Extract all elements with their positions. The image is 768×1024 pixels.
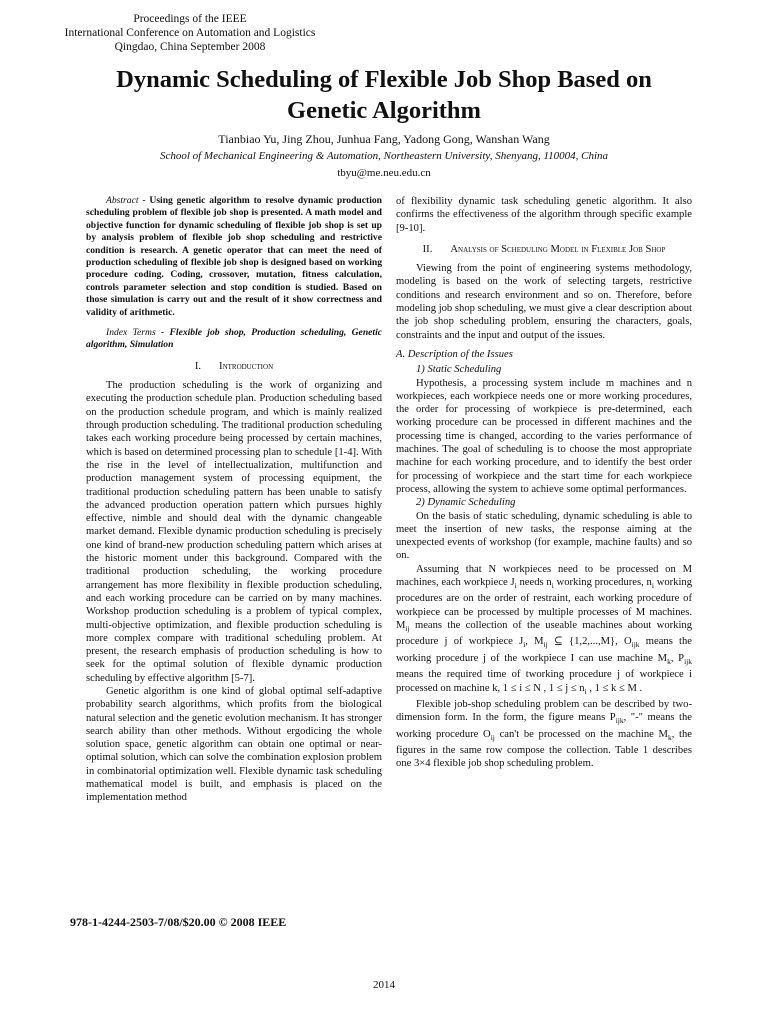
subscript: i xyxy=(523,640,526,650)
index-terms-text: - Flexible job shop, Production scheduling, Genetic algorithm, Simulation xyxy=(86,327,382,351)
paper-title xyxy=(30,64,738,126)
affiliation: School of Mechanical Engineering & Automation, Northeastern University, Shenyang, 110004, China xyxy=(159,150,609,162)
text-run: can't be processed on the machine M xyxy=(494,728,668,740)
conference-header xyxy=(52,12,328,54)
subscript: ij xyxy=(490,732,495,742)
paper-title-line: Genetic Algorithm xyxy=(287,97,481,124)
right-column xyxy=(396,195,692,771)
index-terms xyxy=(86,327,382,352)
text-run: means the working procedure j of the workpiece I can use machine M xyxy=(396,636,692,664)
subsubsection-heading: 1) Static Scheduling xyxy=(416,364,502,376)
conference-line: Qingdao, China September 2008 xyxy=(114,41,266,53)
subscript: ij xyxy=(405,624,410,634)
subsection-heading: A. Description of the Issues xyxy=(396,348,513,360)
text-run: , the figures in the same row compose the collection. Table 1 describes one 3×4 flexible job shop scheduling problem. xyxy=(396,728,692,770)
abstract-label: Abstract xyxy=(106,195,139,206)
authors: Tianbiao Yu, Jing Zhou, Junhua Fang, Yadong Gong, Wanshan Wang xyxy=(218,132,550,146)
text-run: , M xyxy=(525,636,544,648)
paragraph: Genetic algorithm is one kind of global optimal self-adaptive probability search algorithms, which profits from the biological natural selection and the genetic evolution mechanism. It has stronger search ability than other methods. Without ergodicing the whole solution space, genetic algorithm can obtain one optimal or near-optimal solution, which can solve the combination explosion problem in combinatorial optimization well. Flexible dynamic task scheduling mathematical model is built, and emphasis is placed on the implementation method xyxy=(86,686,382,804)
text-run: , P xyxy=(670,652,685,664)
abstract xyxy=(86,195,382,319)
subscript: i xyxy=(551,581,554,591)
paper-title-line: Dynamic Scheduling of Flexible Job Shop Based on xyxy=(116,66,652,93)
subscript: i xyxy=(651,581,654,591)
subscript: ij xyxy=(543,640,548,650)
section-title: Analysis of Scheduling Model in Flexible Job Shop xyxy=(450,243,666,255)
index-terms-label: Index Terms xyxy=(106,327,156,339)
paragraph: Viewing from the point of engineering systems methodology, modeling is based on the work of selecting targets, restrictive conditions and research environment and so on. Therefore, before modeling job shop scheduling, we must give a clear description about the job shop scheduling problem, ensuring the characters, goals, constraints and the input and output of the issues. xyxy=(396,263,692,341)
paragraph: The production scheduling is the work of organizing and executing the production schedule plan. Production scheduling based on the production schedule program, and which is mainly realized through production scheduling. The traditional production scheduling takes each working procedure being processed by certain machines, which is based on determined processing plan to schedule [1-4]. With the rise in the level of intellectualization, multifunction and production management system of processing equipment, the traditional production scheduling pattern has been unable to satisfy the advanced production operation pattern which pursues highly effective, nimble and should deal with the dynamic changeable market demand. Flexible dynamic production scheduling is precisely one kind of brand-new production scheduling pattern which arises at the historic moment under this background. Compared with the traditional production scheduling, the working procedure arrangement has more flexibility in flexible production scheduling, and each working procedure can be carried on by many machines. Workshop production scheduling is a problem of typical complex, multi-objective optimization, and flexible production scheduling is more complex compare with traditional scheduling problem. At present, the research emphasis of production scheduling is how to seek for the optimal solution of flexible dynamic production scheduling by effective algorithm [5-7]. xyxy=(86,380,382,684)
subscript: k xyxy=(667,656,671,666)
paragraph: Hypothesis, a processing system include m machines and n workpieces, each workpiece needs one or more working procedures, the order for processing of workpiece is pre-determined, each working procedure can be processed in different machines and the processing time is changed, according to the varies performance of machines. The goal of scheduling is to choose the most appropriate machine for each working procedure, and to identify the best order for processing of workpiece and the start time for each workpiece process, allowing the system to achieve some optimal performances. xyxy=(396,377,692,495)
text-run: working procedures are on the order of restraint, each working procedure of workpiece can be processed by multiple processes of M machines. M xyxy=(396,577,693,632)
subscript: k xyxy=(667,732,672,742)
text-run: means the collection of the useable machines about working procedure j of workpiece J xyxy=(396,620,692,648)
paragraph: On the basis of static scheduling, dynamic scheduling is able to meet the insertion of new tasks, the response aiming at the unexpected events of workshop (for example, machine faults) and so on. xyxy=(396,510,692,562)
page-number: 2014 xyxy=(373,979,395,991)
subscript: ijk xyxy=(615,716,624,726)
subscript: i xyxy=(584,686,587,696)
text-run: working procedures, n xyxy=(553,577,652,589)
conference-line: International Conference on Automation and Logistics xyxy=(64,27,316,39)
subsubsection-heading: 2) Dynamic Scheduling xyxy=(416,497,516,509)
paragraph: of flexibility dynamic task scheduling genetic algorithm. It also confirms the effectiveness of the algorithm through specific example [9-10]. xyxy=(396,196,692,234)
text-run: , "-" means the working procedure O xyxy=(396,712,692,740)
text-run: Assuming that N workpieces need to be processed on M machines, each workpiece J xyxy=(396,563,692,589)
section-heading xyxy=(396,243,692,256)
section-heading xyxy=(86,360,382,373)
left-column xyxy=(86,195,382,805)
text-run: means the required time of tworking procedure j of workpiece i processed on machine k, 1 ≤ i ≤ N , 1 ≤ j ≤ n xyxy=(396,669,692,694)
text-run: , 1 ≤ k ≤ M . xyxy=(586,682,643,694)
abstract-text: - Using genetic algorithm to resolve dynamic production scheduling problem of flexible job shop is presented. A math model and objective function for dynamic scheduling of flexible job shop is set up by analysis problem of flexible job shop scheduling and restrictive condition is research. A genetic operator that can meet the need of production scheduling of flexible job shop is designed based on working procedure coding. Coding, crossover, mutation, fitness calculation, controls parameter selection and stop condition is studied. Based on those simulation is carry out and the result of it show correctness and validity of arithmetic. xyxy=(86,195,382,318)
text-run: Flexible job-shop scheduling problem can be described by two-dimension form. In the form, the figure means P xyxy=(396,698,692,724)
paragraph xyxy=(396,563,692,698)
section-number: II. xyxy=(422,243,433,255)
subscript: i xyxy=(514,581,517,591)
section-title: Introduction xyxy=(219,360,274,372)
subscript: ijk xyxy=(631,640,640,650)
subscript: ijk xyxy=(684,656,692,666)
section-number: I. xyxy=(194,360,202,372)
author-email: tbyu@me.neu.edu.cn xyxy=(337,167,431,179)
conference-line: Proceedings of the IEEE xyxy=(133,13,247,25)
copyright-footer: 978-1-4244-2503-7/08/$20.00 © 2008 IEEE xyxy=(70,915,287,929)
text-run: needs n xyxy=(516,577,552,589)
text-run: ⊆ {1,2,...,M}, O xyxy=(547,636,632,648)
paragraph xyxy=(396,698,692,771)
